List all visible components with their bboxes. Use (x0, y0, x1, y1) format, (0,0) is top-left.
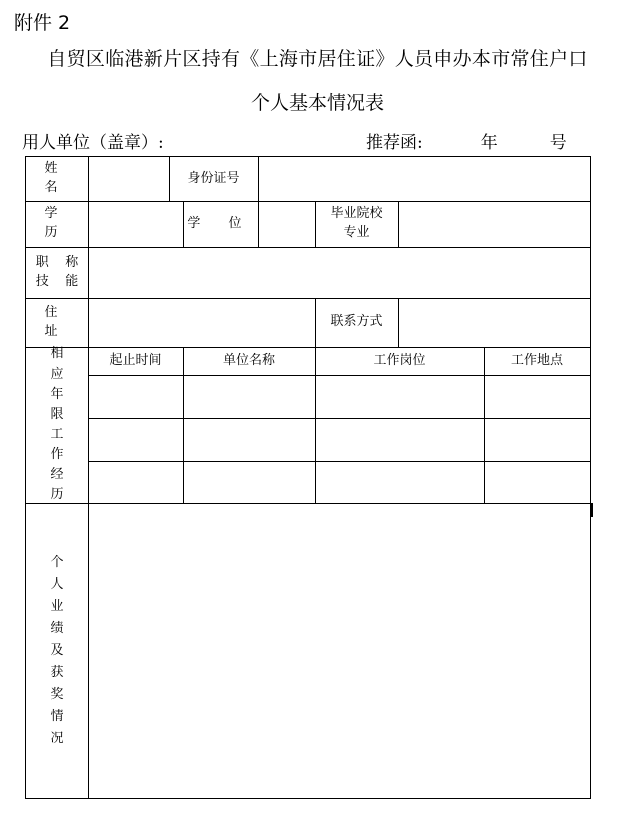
col-header-period: 起止时间 (109, 352, 162, 368)
work-entry-cell[interactable] (316, 419, 483, 460)
recommendation-label: 推荐函: (366, 133, 423, 153)
contact-input[interactable] (399, 299, 589, 346)
info-table (25, 156, 591, 799)
form-title: 自贸区临港新片区持有《上海市居住证》人员申办本市常住户口 (47, 48, 588, 70)
work-entry-cell[interactable] (485, 376, 589, 417)
work-entry-cell[interactable] (184, 462, 314, 502)
work-entry-cell[interactable] (316, 462, 483, 502)
recommendation-line (366, 128, 567, 153)
name-input[interactable] (89, 158, 168, 200)
title-skill-label-cell (26, 247, 88, 298)
school-major-input[interactable] (399, 202, 589, 246)
name-label: 姓 名 (44, 161, 70, 195)
col-header-employer: 单位名称 (222, 352, 275, 368)
achievements-label-cell (26, 503, 88, 799)
col-header-location: 工作地点 (510, 352, 563, 368)
achievements-label: 个 人 业 绩 及 获 奖 情 况 (50, 554, 64, 747)
text-cursor (590, 503, 593, 517)
contact-label-cell (315, 298, 398, 347)
id-label: 身份证号 (187, 170, 240, 186)
contact-label: 联系方式 (330, 314, 383, 330)
work-entry-cell[interactable] (485, 419, 589, 460)
skill-label: 技 能 (35, 273, 79, 289)
title-skill-input[interactable] (89, 248, 589, 297)
education-label-cell (26, 201, 88, 247)
year-label: 年 (480, 133, 498, 153)
annex-label: 附件 2 (14, 12, 71, 34)
degree-label: 学 位 (187, 215, 254, 231)
address-input[interactable] (89, 299, 314, 346)
work-entry-cell[interactable] (89, 376, 182, 417)
work-entry-cell[interactable] (316, 376, 483, 417)
school-major-label-cell (315, 201, 398, 247)
work-history-label-cell (26, 347, 88, 503)
form-subtitle: 个人基本情况表 (250, 92, 384, 114)
work-entry-cell[interactable] (184, 419, 314, 460)
title-label: 职 称 (35, 254, 79, 270)
degree-label-cell (183, 201, 258, 247)
work-history-label: 相 应 年 限 工 作 经 历 (50, 346, 64, 503)
employer-seal-label: 用人单位（盖章）: (22, 133, 164, 153)
id-input[interactable] (259, 158, 589, 200)
name-label-cell (26, 157, 88, 201)
achievements-input[interactable] (89, 504, 589, 798)
id-label-cell (169, 157, 258, 201)
work-entry-cell[interactable] (89, 419, 182, 460)
school-label: 毕业院校 (330, 206, 383, 222)
number-label: 号 (549, 133, 567, 153)
work-entry-cell[interactable] (184, 376, 314, 417)
address-label-cell (26, 298, 88, 347)
address-label: 住 址 (44, 304, 70, 339)
major-label: 专业 (343, 225, 370, 240)
work-entry-cell[interactable] (89, 462, 182, 502)
work-entry-cell[interactable] (485, 462, 589, 502)
education-label: 学 历 (44, 206, 70, 240)
degree-input[interactable] (259, 202, 314, 246)
col-header-position: 工作岗位 (373, 352, 426, 368)
education-input[interactable] (89, 202, 182, 246)
